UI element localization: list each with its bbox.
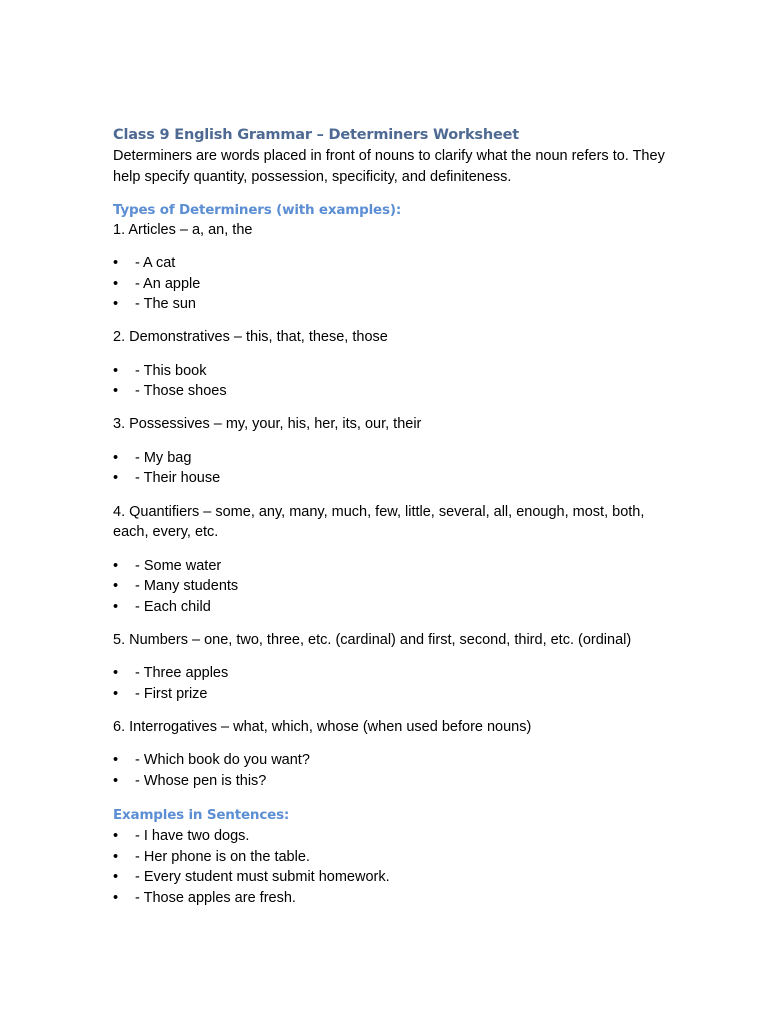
bullet-icon: • — [113, 296, 119, 312]
worksheet-page — [113, 124, 673, 908]
bullet-icon: • — [113, 383, 119, 399]
list-item — [113, 294, 673, 315]
example-text: - Those shoes — [135, 383, 227, 399]
example-list — [113, 448, 673, 489]
list-item — [113, 253, 673, 274]
type-label: 2. Demonstratives – this, that, these, those — [113, 329, 388, 345]
example-text: - First prize — [135, 685, 208, 702]
example-text: - Each child — [135, 598, 211, 615]
example-text: - Whose pen is this? — [135, 772, 267, 789]
example-text: - An apple — [135, 275, 201, 292]
types-heading: Types of Determiners (with examples): — [113, 202, 402, 218]
bullet-icon: • — [113, 828, 119, 844]
list-item — [113, 576, 673, 597]
bullet-icon: • — [113, 598, 119, 615]
bullet-icon: • — [113, 685, 119, 702]
type-label: 3. Possessives – my, your, his, her, its, our, their — [113, 416, 422, 432]
bullet-icon: • — [113, 772, 119, 789]
bullet-icon: • — [113, 557, 119, 574]
example-list — [113, 663, 673, 704]
bullet-icon: • — [113, 255, 119, 271]
intro-paragraph: Determiners are words placed in front of nouns to clarify what the noun refers to. They help specify quantity, possession, specificity, and definiteness. — [113, 148, 665, 185]
list-item — [113, 663, 673, 684]
bullet-icon: • — [113, 665, 119, 681]
example-text: - Three apples — [135, 665, 229, 681]
sentence-text: - Every student must submit homework. — [135, 869, 390, 885]
example-list — [113, 556, 673, 618]
type-label: 5. Numbers – one, two, three, etc. (cardinal) and first, second, third, etc. (ordinal) — [113, 632, 632, 648]
list-item — [113, 597, 673, 618]
bullet-icon: • — [113, 848, 119, 865]
sentence-text: - Her phone is on the table. — [135, 848, 310, 865]
page-title: Class 9 English Grammar – Determiners Worksheet — [113, 127, 519, 143]
bullet-icon: • — [113, 362, 119, 379]
type-label: 4. Quantifiers – some, any, many, much, few, little, several, all, enough, most, both, each, every, etc. — [113, 503, 645, 540]
example-text: - Some water — [135, 557, 222, 574]
list-item — [113, 468, 673, 489]
bullet-icon: • — [113, 470, 119, 486]
example-text: - Their house — [135, 470, 221, 486]
example-list — [113, 750, 673, 791]
list-item — [113, 847, 673, 868]
list-item — [113, 381, 673, 402]
list-item — [113, 771, 673, 792]
example-text: - This book — [135, 362, 207, 379]
bullet-icon: • — [113, 869, 119, 885]
sentence-text: - I have two dogs. — [135, 828, 250, 844]
example-text: - My bag — [135, 449, 192, 466]
bullet-icon: • — [113, 449, 119, 466]
example-text: - Many students — [135, 578, 239, 594]
sentence-list — [113, 826, 673, 908]
list-item — [113, 750, 673, 771]
list-item — [113, 826, 673, 847]
bullet-icon: • — [113, 752, 119, 768]
example-text: - A cat — [135, 255, 176, 271]
type-label: 6. Interrogatives – what, which, whose (when used before nouns) — [113, 718, 532, 735]
sentence-text: - Those apples are fresh. — [135, 889, 296, 906]
example-text: - The sun — [135, 296, 196, 312]
bullet-icon: • — [113, 275, 119, 292]
bullet-icon: • — [113, 889, 119, 906]
sentences-heading: Examples in Sentences: — [113, 807, 290, 823]
example-text: - Which book do you want? — [135, 752, 310, 768]
type-label: 1. Articles – a, an, the — [113, 222, 253, 238]
list-item — [113, 867, 673, 888]
bullet-icon: • — [113, 578, 119, 594]
list-item — [113, 361, 673, 382]
list-item — [113, 684, 673, 705]
list-item — [113, 448, 673, 469]
list-item — [113, 888, 673, 909]
example-list — [113, 361, 673, 402]
list-item — [113, 556, 673, 577]
example-list — [113, 253, 673, 315]
list-item — [113, 274, 673, 295]
